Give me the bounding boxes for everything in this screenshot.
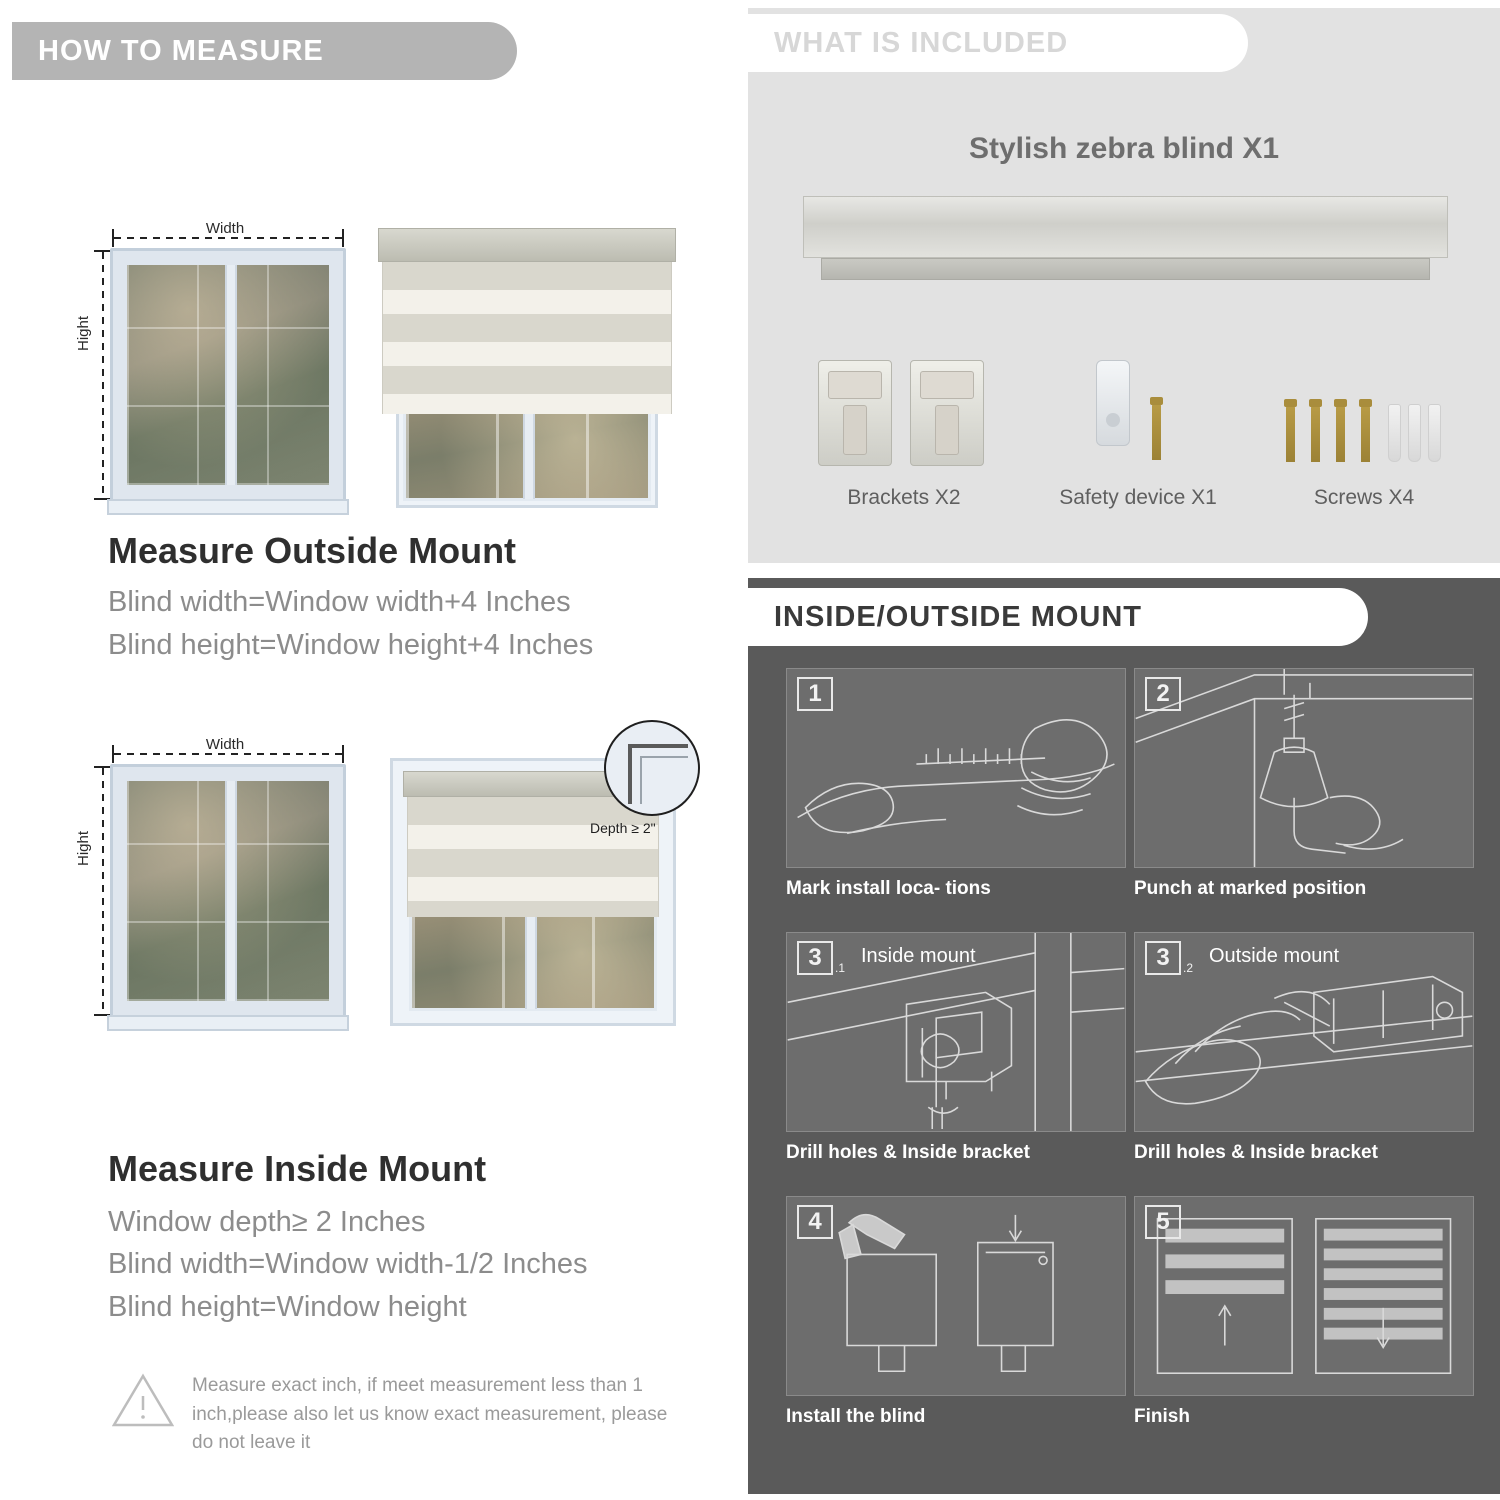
step-3-1-inline-label: Inside mount xyxy=(861,945,976,967)
right-column xyxy=(748,0,1500,1500)
included-main-item-label: Stylish zebra blind X1 xyxy=(968,132,1280,165)
hand-measuring-tape-icon xyxy=(787,669,1125,867)
outside-width-tick-right xyxy=(342,229,344,247)
how-to-measure-column xyxy=(0,0,740,1500)
header-inside-outside-mount-label: INSIDE/OUTSIDE MOUNT xyxy=(774,600,1143,633)
blind-illustration-outside xyxy=(378,228,676,506)
step-4-caption: Install the blind xyxy=(786,1406,926,1427)
step-2-number: 2 xyxy=(1145,677,1181,711)
inside-width-arrow xyxy=(114,753,344,755)
step-1-image xyxy=(786,668,1126,868)
step-5-number: 5 xyxy=(1145,1205,1181,1239)
wall-anchor-icon xyxy=(1408,404,1421,462)
step-3-2-number: 3 xyxy=(1145,941,1181,975)
header-how-to-measure-label: HOW TO MEASURE xyxy=(38,34,324,67)
screw-icon xyxy=(1286,406,1295,462)
inside-width-tick-right xyxy=(342,745,344,763)
step-5-caption: Finish xyxy=(1134,1406,1190,1427)
inside-mount-title: Measure Inside Mount xyxy=(108,1148,487,1189)
warning-triangle-icon xyxy=(112,1372,174,1428)
wall-anchor-icon xyxy=(1388,404,1401,462)
outside-mount-line-1: Blind width=Window width+4 Inches xyxy=(108,586,571,618)
blind-inside-mullion xyxy=(525,915,537,1009)
safety-device-icon xyxy=(1096,360,1130,446)
depth-callout-circle xyxy=(604,720,700,816)
screw-icon xyxy=(1336,406,1345,462)
wall-anchor-icon xyxy=(1428,404,1441,462)
step-3-1-sub: .1 xyxy=(835,961,846,975)
step-3-2-caption: Drill holes & Inside bracket xyxy=(1134,1142,1378,1163)
window-sill-inside xyxy=(107,1015,349,1031)
step-5-image xyxy=(1134,1196,1474,1396)
measure-note-text: Measure exact inch, if meet measurement less than 1 inch,please also let us know exact measurement, please do not leave it xyxy=(192,1375,668,1453)
step-1-caption: Mark install loca- tions xyxy=(786,878,991,899)
blind-inside-fabric xyxy=(407,797,659,917)
outside-height-arrow xyxy=(102,252,104,500)
step-2-caption: Punch at marked position xyxy=(1134,878,1367,899)
screw-icon xyxy=(1311,406,1320,462)
blind-fabric xyxy=(382,262,672,414)
part-label-brackets: Brackets X2 xyxy=(847,486,961,509)
inside-height-label: Hight xyxy=(75,830,93,867)
inside-width-label: Width xyxy=(205,736,245,753)
zebra-blind-headrail-image xyxy=(803,196,1448,286)
window-illustration-inside xyxy=(110,764,346,1018)
inside-mount-diagram xyxy=(60,728,720,1128)
screw-icon xyxy=(1152,404,1161,460)
step-3-2-image xyxy=(1134,932,1474,1132)
step-4-number: 4 xyxy=(797,1205,833,1239)
step-3-2-sub: .2 xyxy=(1183,961,1194,975)
window-illustration-outside xyxy=(110,248,346,502)
step-2-image xyxy=(1134,668,1474,868)
outside-width-arrow xyxy=(114,237,344,239)
inside-width-tick-left xyxy=(112,745,114,763)
inside-mount-line-1: Window depth≥ 2 Inches xyxy=(108,1206,426,1238)
outside-mount-title: Measure Outside Mount xyxy=(108,530,517,571)
bracket-icon xyxy=(910,360,984,466)
window-mullion xyxy=(225,265,237,485)
header-inside-outside-mount xyxy=(748,588,1368,646)
screw-icon xyxy=(1361,406,1370,462)
outside-mount-diagram xyxy=(60,110,720,510)
depth-callout-label: Depth ≥ 2" xyxy=(590,820,656,836)
step-3-1-number: 3 xyxy=(797,941,833,975)
header-what-is-included xyxy=(748,14,1248,72)
blind-headrail xyxy=(378,228,676,262)
step-4-image xyxy=(786,1196,1126,1396)
outside-mount-line-2: Blind height=Window height+4 Inches xyxy=(108,629,594,661)
inside-mount-line-2: Blind width=Window width-1/2 Inches xyxy=(108,1248,588,1280)
step-1-number: 1 xyxy=(797,677,833,711)
inside-mount-line-3: Blind height=Window height xyxy=(108,1291,467,1323)
header-what-is-included-label: WHAT IS INCLUDED xyxy=(774,26,1069,59)
drill-icon xyxy=(1135,669,1473,867)
window-sill xyxy=(107,499,349,515)
step-3-1-image xyxy=(786,932,1126,1132)
outside-height-label: Hight xyxy=(75,315,93,352)
finished-blind-icon xyxy=(1135,1197,1473,1395)
outside-width-label: Width xyxy=(205,220,245,237)
step-3-2-inline-label: Outside mount xyxy=(1209,945,1340,967)
step-3-1-caption: Drill holes & Inside bracket xyxy=(786,1142,1030,1163)
install-blind-icon xyxy=(787,1197,1125,1395)
bracket-icon xyxy=(818,360,892,466)
inside-height-arrow xyxy=(102,768,104,1016)
header-how-to-measure xyxy=(12,22,517,80)
outside-width-tick-left xyxy=(112,229,114,247)
measure-note xyxy=(112,1372,672,1458)
part-label-screws: Screws X4 xyxy=(1313,486,1415,509)
part-label-safety-device: Safety device X1 xyxy=(1059,486,1217,509)
window-mullion-inside xyxy=(225,781,237,1001)
